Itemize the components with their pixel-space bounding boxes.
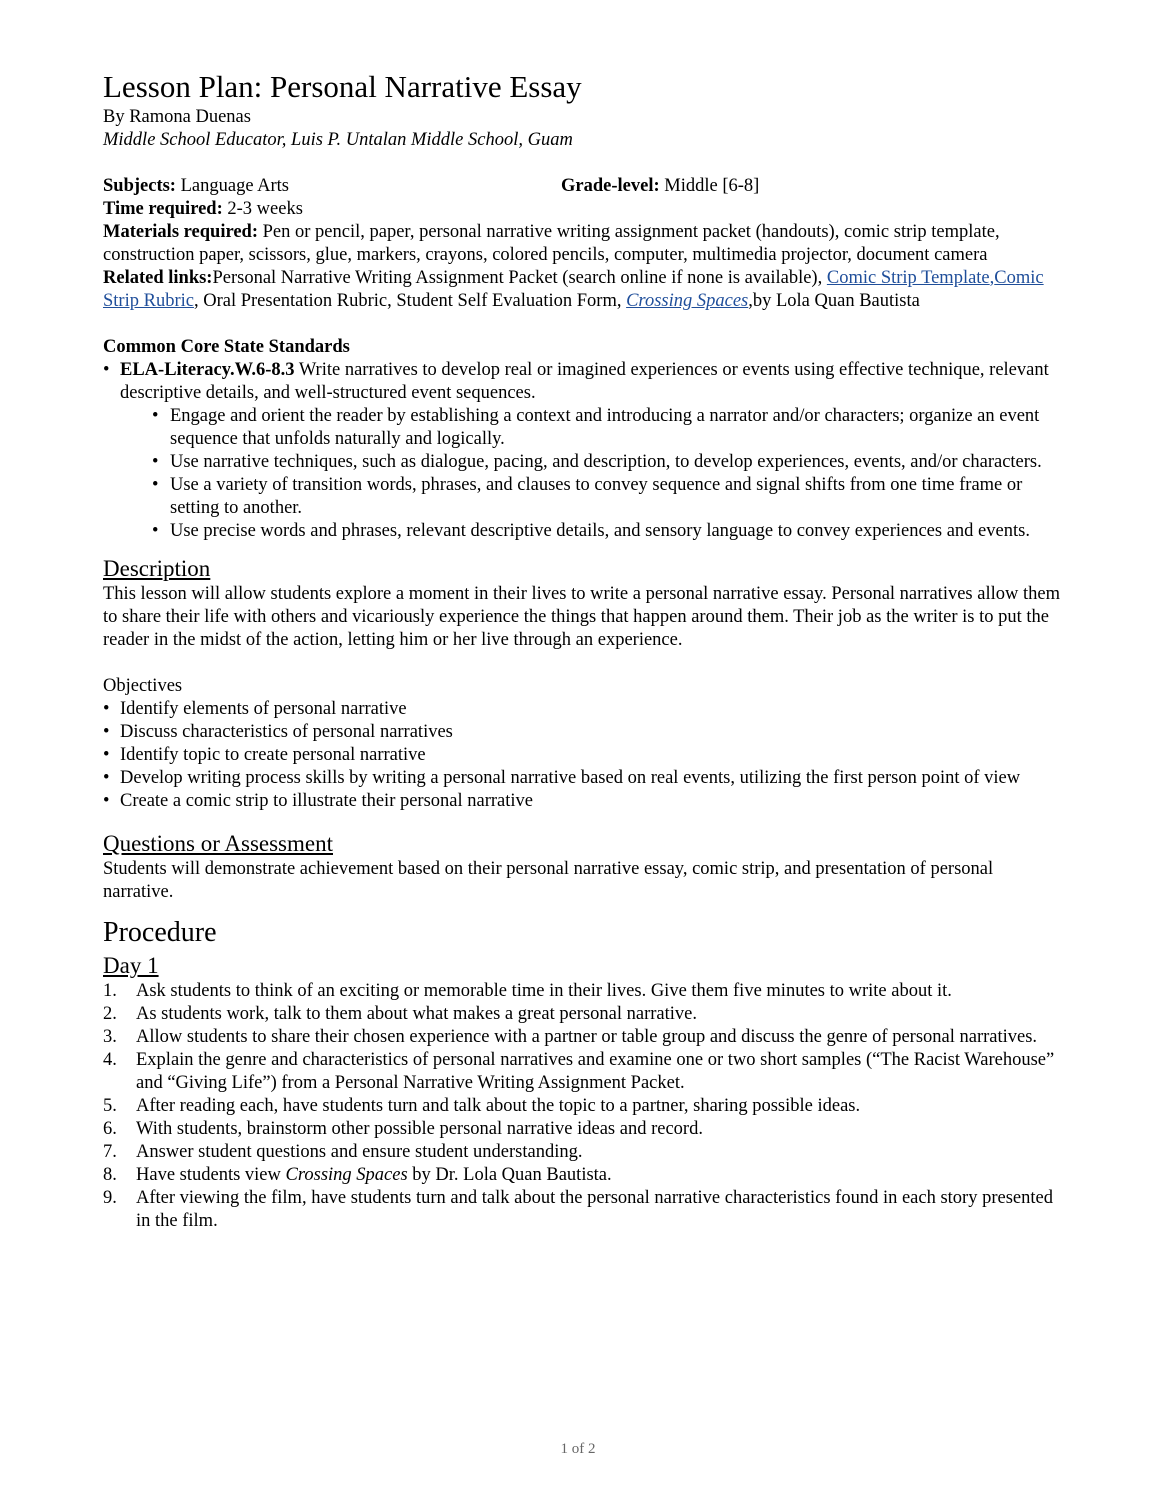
author-affiliation: Middle School Educator, Luis P. Untalan Middle School, Guam	[103, 130, 573, 150]
standard-item: • ELA-Literacy.W.6-8.3 Write narratives to develop real or imagined experiences or events using effective technique, relevant descriptive details, and well-structured event sequences. • Engage and orient the reader by establishing a context and introducing a narrator and/or characters; organize an event sequence that unfolds naturally and logically. • Use narrative techniques, such as dialogue, pacing, and description, to develop experiences, events, and/or characters. • Use a variety of transition words, phrases, and clauses to convey sequence and signal shifts from one time frame or setting to another. • Use precise words and phrases, relevant descriptive details, and sensory language to convey experiences and events.	[103, 359, 1063, 543]
list-item: 7. Answer student questions and ensure student understanding.	[103, 1142, 583, 1162]
description-text: This lesson will allow students explore a moment in their lives to write a personal narrative essay. Personal narratives allow them to share their life with others and vicariously experience the things that happen around them. Their job as the writer is to put the reader in the midst of the action, letting him or her live through an experience.	[103, 584, 1060, 650]
list-item: 1. Ask students to think of an exciting or memorable time in their lives. Give them five minutes to write about it.	[103, 981, 952, 1001]
crossing-spaces-link[interactable]: Crossing Spaces	[626, 291, 749, 311]
document-page	[103, 68, 1063, 1233]
standard-sub-item: • Use a variety of transition words, phrases, and clauses to convey sequence and signal shifts from one time frame or setting to another.	[136, 474, 1063, 520]
links-label: Related links:	[103, 268, 213, 288]
description-heading: Description	[103, 556, 211, 581]
comic-strip-template-link[interactable]: Comic Strip Template	[826, 268, 990, 288]
subjects-label: Subjects:	[103, 176, 176, 196]
list-item: 4. Explain the genre and characteristics of personal narratives and examine one or two short samples (“The Racist Warehouse” and “Giving Life”) from a Personal Narrative Writing Assignment Packet.	[103, 1050, 1055, 1093]
list-item: • Discuss characteristics of personal narratives	[103, 721, 1063, 744]
list-item: 9. After viewing the film, have students turn and talk about the personal narrative characteristics found in each story presented in the film.	[103, 1188, 1053, 1231]
standard-sub-item: • Use precise words and phrases, relevant descriptive details, and sensory language to convey experiences and events.	[136, 520, 1063, 543]
list-item: 3. Allow students to share their chosen experience with a partner or table group and discuss the genre of personal narratives.	[103, 1027, 1038, 1047]
objectives-list	[103, 698, 1063, 813]
author-line: By Ramona Duenas	[103, 107, 251, 127]
list-item: • Create a comic strip to illustrate their personal narrative	[103, 790, 1063, 813]
links-separator: ,	[989, 268, 995, 288]
time-value: 2-3 weeks	[227, 199, 303, 219]
list-item: • Identify elements of personal narrative	[103, 698, 1063, 721]
time-label: Time required:	[103, 199, 223, 219]
list-item: 6. With students, brainstorm other possible personal narrative ideas and record.	[103, 1119, 703, 1139]
materials-value: Pen or pencil, paper, personal narrative writing assignment packet (handouts), comic strip template, construction paper, scissors, glue, markers, crayons, colored pencils, computer, multimedia projector, document camera	[103, 222, 1000, 265]
standards-heading: Common Core State Standards	[103, 337, 350, 357]
day-1-heading: Day 1	[103, 953, 159, 978]
list-item: 2. As students work, talk to them about what makes a great personal narrative.	[103, 1004, 698, 1024]
grade-value: Middle [6-8]	[664, 176, 760, 196]
list-item: 8. Have students view Crossing Spaces by Dr. Lola Quan Bautista.	[103, 1165, 612, 1185]
list-item: • Develop writing process skills by writing a personal narrative based on real events, utilizing the first person point of view	[103, 767, 1063, 790]
procedure-steps	[103, 980, 1063, 1233]
procedure-heading: Procedure	[103, 917, 217, 948]
list-item: 5. After reading each, have students turn and talk about the topic to a partner, sharing possible ideas.	[103, 1096, 861, 1116]
list-item: • Identify topic to create personal narrative	[103, 744, 1063, 767]
grade-label: Grade-level:	[561, 176, 660, 196]
standard-sub-item: • Engage and orient the reader by establishing a context and introducing a narrator and/or characters; organize an event sequence that unfolds naturally and logically.	[136, 405, 1063, 451]
standard-code: ELA-Literacy.W.6-8.3	[120, 360, 295, 380]
standard-sub-item: • Use narrative techniques, such as dialogue, pacing, and description, to develop experiences, events, and/or characters.	[136, 451, 1063, 474]
subjects-grade-row	[103, 175, 1063, 198]
assessment-text: Students will demonstrate achievement based on their personal narrative essay, comic strip, and presentation of personal narrative.	[103, 859, 994, 902]
materials-required	[103, 221, 1063, 267]
comic-strip-rubric-link[interactable]: Comic Strip Rubric	[103, 268, 1044, 311]
assessment-heading: Questions or Assessment	[103, 831, 333, 856]
related-links: Related links:Personal Narrative Writing Assignment Packet (search online if none is available), Comic Strip Template,Comic Strip Rubric, Oral Presentation Rubric, Student Self Evaluation Form, Crossing Spaces,by Lola Quan Bautista	[103, 268, 1044, 311]
subjects-value: Language Arts	[180, 176, 290, 196]
page-number: 1 of 2	[560, 1441, 596, 1457]
materials-label: Materials required:	[103, 222, 258, 242]
standards-section	[103, 336, 1063, 543]
objectives-heading: Objectives	[103, 676, 183, 696]
page-title: Lesson Plan: Personal Narrative Essay	[103, 69, 582, 104]
time-required	[103, 198, 1063, 221]
